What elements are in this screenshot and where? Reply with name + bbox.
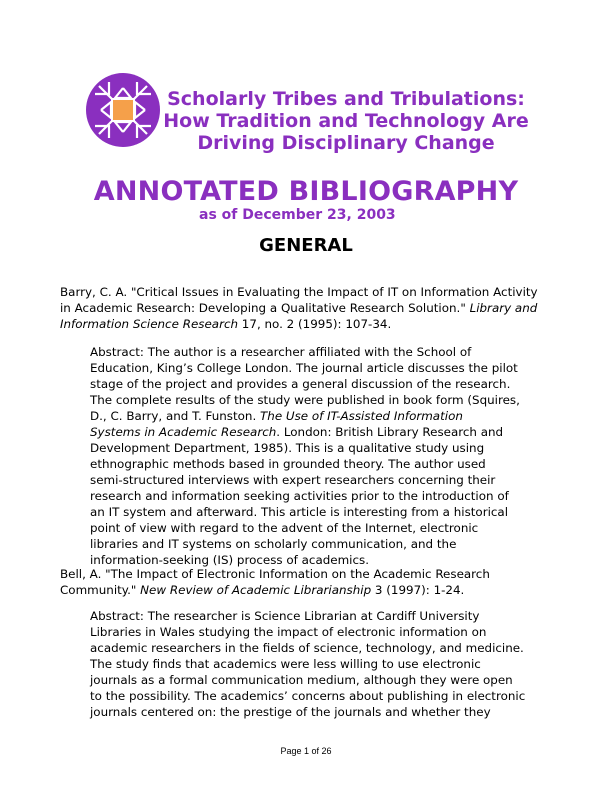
abstract-line: The complete results of the study were published in book form (Squires, (90, 393, 520, 407)
entry-abstract (90, 344, 530, 568)
abstract-line: stage of the project and provides a general discussion of the research. (90, 377, 511, 391)
abstract-line: The study finds that academics were less willing to use electronic (90, 657, 481, 671)
title-line-2: How Tradition and Technology Are (163, 110, 529, 132)
abstract-line: journals as a formal communication medium, although they were open (90, 673, 513, 687)
abstract-line: research and information seeking activities prior to the introduction of (90, 489, 509, 503)
abstract-line: ethnographic methods based in grounded theory. The author used (90, 457, 486, 471)
abstract-line: Abstract: The author is a researcher affiliated with the School of (90, 345, 472, 359)
page-number: Page 1 of 26 (280, 746, 332, 756)
logo-emblem-icon (85, 72, 161, 148)
abstract-line: an IT system and afterward. This article is interesting from a historical (90, 505, 509, 519)
journal-title: Information Science Research (60, 317, 239, 331)
title-line-1: Scholarly Tribes and Tribulations: (167, 88, 525, 110)
abstract-line: academic researchers in the fields of science, technology, and medicine. (90, 641, 524, 655)
abstract-line: to the possibility. The academics’ concerns about publishing in electronic (90, 689, 526, 703)
journal-title: Library and (469, 301, 538, 315)
document-date: as of December 23, 2003 (199, 207, 396, 223)
abstract-line: Abstract: The researcher is Science Librarian at Cardiff University (90, 609, 480, 623)
citation-line: Community." New Review of Academic Librarianship 3 (1997): 1-24. (60, 583, 465, 597)
document-title: ANNOTATED BIBLIOGRAPHY (93, 176, 519, 207)
abstract-line: libraries and IT systems on scholarly communication, and the (90, 537, 457, 551)
bibliography-entry (60, 566, 552, 598)
citation-line: Barry, C. A. "Critical Issues in Evaluating the Impact of IT on Information Activity (60, 285, 538, 299)
bibliography-entry (60, 284, 552, 332)
abstract-line: Systems in Academic Research. London: British Library Research and (90, 425, 504, 439)
report-title (160, 88, 532, 154)
logo-emblem (85, 72, 161, 148)
book-title: The Use of IT-Assisted Information (260, 409, 463, 423)
abstract-line: information-seeking (IS) process of academics. (90, 553, 369, 567)
abstract-line: D., C. Barry, and T. Funston. The Use of IT-Assisted Information (90, 409, 463, 423)
citation-line: Information Science Research 17, no. 2 (1995): 107-34. (60, 317, 392, 331)
abstract-line: semi-structured interviews with expert researchers concerning their (90, 473, 496, 487)
abstract-line: Libraries in Wales studying the impact of electronic information on (90, 625, 487, 639)
abstract-line: point of view with regard to the advent of the Internet, electronic (90, 521, 479, 535)
abstract-line: Development Department, 1985). This is a qualitative study using (90, 441, 485, 455)
book-title: Systems in Academic Research (90, 425, 277, 439)
journal-title: New Review of Academic Librarianship (140, 583, 372, 597)
title-line-3: Driving Disciplinary Change (197, 132, 495, 154)
abstract-line: Education, King’s College London. The journal article discusses the pilot (90, 361, 518, 375)
section-heading: GENERAL (259, 235, 353, 256)
abstract-line: journals centered on: the prestige of the journals and whether they (90, 705, 491, 719)
citation-line: Bell, A. "The Impact of Electronic Information on the Academic Research (60, 567, 490, 581)
citation-line: in Academic Research: Developing a Qualitative Research Solution." Library and (60, 301, 538, 315)
entry-abstract (90, 608, 530, 720)
